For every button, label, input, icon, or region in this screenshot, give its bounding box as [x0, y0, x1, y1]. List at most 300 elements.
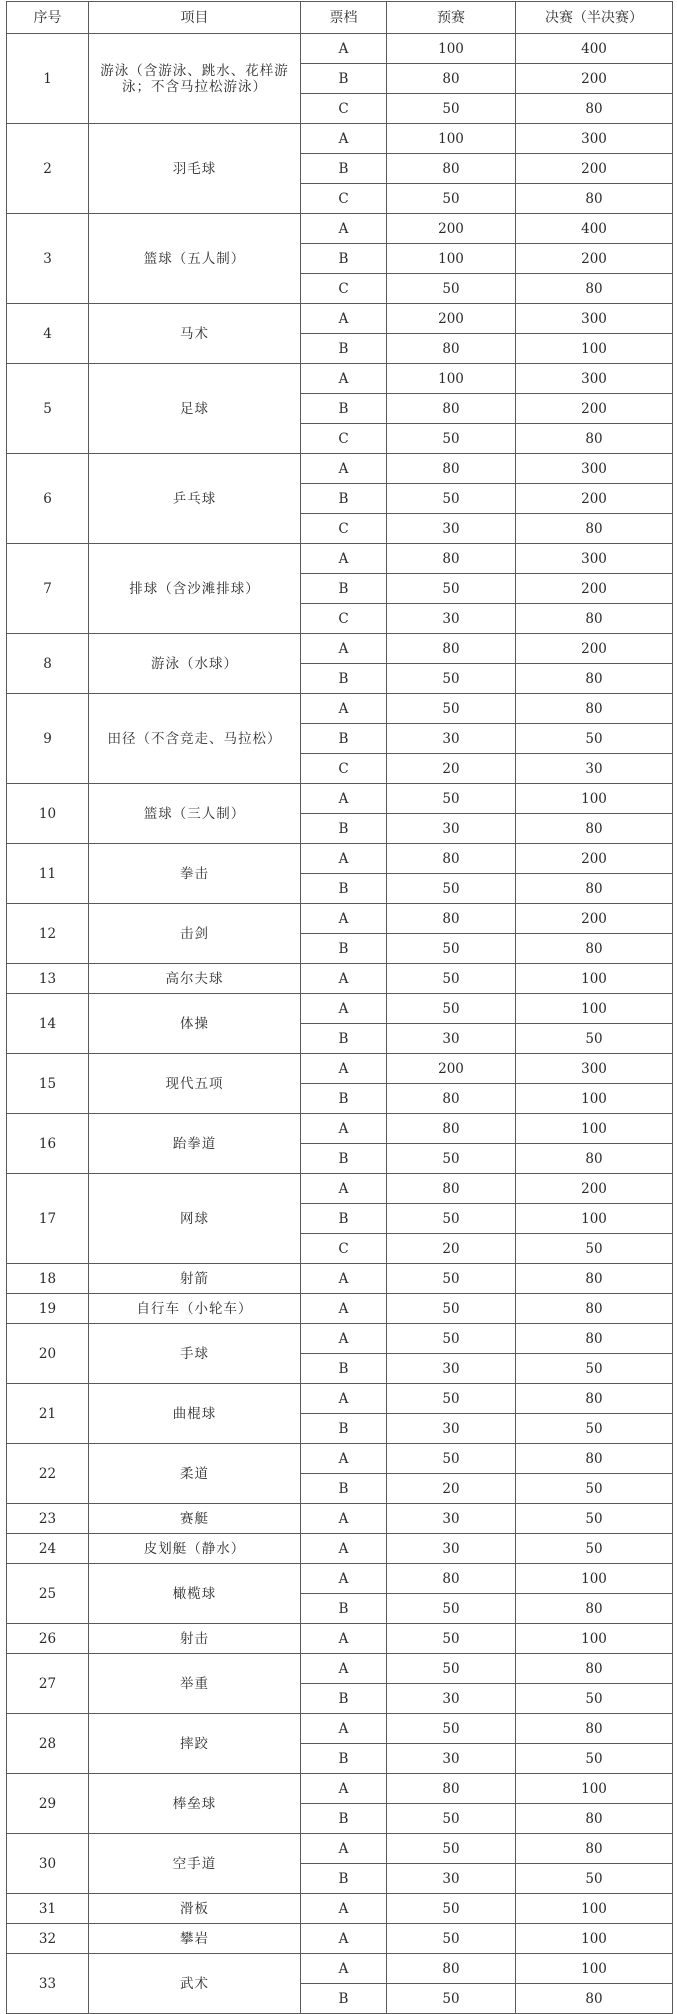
ticket-grade: A [301, 694, 387, 724]
table-row [7, 964, 673, 994]
event-name: 射箭 [89, 1264, 301, 1294]
ticket-grade: A [301, 1294, 387, 1324]
final-price: 80 [516, 1984, 673, 2014]
header-final: 决赛（半决赛） [516, 2, 673, 34]
ticket-grade: B [301, 1684, 387, 1714]
event-name: 自行车（小轮车） [89, 1294, 301, 1324]
table-body [7, 34, 673, 2014]
final-price: 80 [516, 664, 673, 694]
ticket-grade: A [301, 1384, 387, 1414]
table-row [7, 1054, 673, 1084]
final-price: 100 [516, 1084, 673, 1114]
ticket-grade: A [301, 34, 387, 64]
row-index: 11 [7, 844, 89, 904]
prelim-price: 20 [387, 1474, 516, 1504]
ticket-price-table [6, 1, 673, 2014]
row-index: 23 [7, 1504, 89, 1534]
prelim-price: 50 [387, 1264, 516, 1294]
prelim-price: 80 [387, 1564, 516, 1594]
ticket-grade: C [301, 514, 387, 544]
table-row [7, 1444, 673, 1474]
table-row [7, 1174, 673, 1204]
prelim-price: 50 [387, 1324, 516, 1354]
ticket-grade: A [301, 904, 387, 934]
row-index: 7 [7, 544, 89, 634]
row-index: 30 [7, 1834, 89, 1894]
final-price: 100 [516, 1894, 673, 1924]
final-price: 80 [516, 1804, 673, 1834]
event-name: 拳击 [89, 844, 301, 904]
ticket-grade: A [301, 1834, 387, 1864]
ticket-grade: A [301, 1654, 387, 1684]
ticket-grade: A [301, 304, 387, 334]
final-price: 80 [516, 1594, 673, 1624]
ticket-grade: B [301, 814, 387, 844]
prelim-price: 100 [387, 364, 516, 394]
ticket-grade: B [301, 1354, 387, 1384]
event-name: 皮划艇（静水） [89, 1534, 301, 1564]
final-price: 80 [516, 1444, 673, 1474]
table-row [7, 1954, 673, 1984]
row-index: 21 [7, 1384, 89, 1444]
final-price: 300 [516, 364, 673, 394]
prelim-price: 30 [387, 604, 516, 634]
ticket-grade: C [301, 274, 387, 304]
prelim-price: 100 [387, 244, 516, 274]
final-price: 80 [516, 1264, 673, 1294]
prelim-price: 80 [387, 544, 516, 574]
event-name: 网球 [89, 1174, 301, 1264]
prelim-price: 50 [387, 274, 516, 304]
event-name: 赛艇 [89, 1504, 301, 1534]
row-index: 17 [7, 1174, 89, 1264]
event-name: 柔道 [89, 1444, 301, 1504]
event-name: 羽毛球 [89, 124, 301, 214]
ticket-grade: A [301, 1924, 387, 1954]
ticket-grade: A [301, 1894, 387, 1924]
final-price: 50 [516, 1474, 673, 1504]
final-price: 100 [516, 994, 673, 1024]
table-row [7, 694, 673, 724]
ticket-grade: B [301, 1204, 387, 1234]
event-name: 篮球（三人制） [89, 784, 301, 844]
ticket-grade: A [301, 1564, 387, 1594]
prelim-price: 20 [387, 754, 516, 784]
event-name: 现代五项 [89, 1054, 301, 1114]
event-name: 乒乓球 [89, 454, 301, 544]
final-price: 200 [516, 844, 673, 874]
ticket-grade: A [301, 544, 387, 574]
prelim-price: 30 [387, 1744, 516, 1774]
prelim-price: 30 [387, 1864, 516, 1894]
final-price: 80 [516, 424, 673, 454]
event-name: 攀岩 [89, 1924, 301, 1954]
prelim-price: 30 [387, 1504, 516, 1534]
prelim-price: 30 [387, 1534, 516, 1564]
ticket-grade: B [301, 1474, 387, 1504]
header-row [7, 2, 673, 34]
final-price: 50 [516, 1024, 673, 1054]
table-row [7, 844, 673, 874]
prelim-price: 50 [387, 1204, 516, 1234]
final-price: 80 [516, 1654, 673, 1684]
prelim-price: 80 [387, 844, 516, 874]
final-price: 400 [516, 214, 673, 244]
final-price: 50 [516, 1864, 673, 1894]
ticket-grade: B [301, 1414, 387, 1444]
final-price: 200 [516, 574, 673, 604]
table-row [7, 1654, 673, 1684]
final-price: 200 [516, 64, 673, 94]
table-row [7, 1834, 673, 1864]
prelim-price: 50 [387, 874, 516, 904]
final-price: 50 [516, 1684, 673, 1714]
ticket-grade: A [301, 784, 387, 814]
event-name: 马术 [89, 304, 301, 364]
ticket-grade: B [301, 724, 387, 754]
row-index: 3 [7, 214, 89, 304]
final-price: 300 [516, 124, 673, 154]
prelim-price: 200 [387, 1054, 516, 1084]
ticket-grade: C [301, 184, 387, 214]
ticket-grade: C [301, 1234, 387, 1264]
event-name: 游泳（含游泳、跳水、花样游泳；不含马拉松游泳） [89, 34, 301, 124]
row-index: 10 [7, 784, 89, 844]
row-index: 9 [7, 694, 89, 784]
table-row [7, 1564, 673, 1594]
row-index: 19 [7, 1294, 89, 1324]
final-price: 80 [516, 1714, 673, 1744]
prelim-price: 50 [387, 694, 516, 724]
ticket-grade: A [301, 1444, 387, 1474]
final-price: 100 [516, 1954, 673, 1984]
final-price: 80 [516, 274, 673, 304]
prelim-price: 30 [387, 514, 516, 544]
final-price: 80 [516, 874, 673, 904]
event-name: 排球（含沙滩排球） [89, 544, 301, 634]
ticket-grade: A [301, 1114, 387, 1144]
event-name: 游泳（水球） [89, 634, 301, 694]
prelim-price: 50 [387, 784, 516, 814]
final-price: 80 [516, 1384, 673, 1414]
prelim-price: 50 [387, 964, 516, 994]
table-row [7, 364, 673, 394]
ticket-grade: A [301, 844, 387, 874]
event-name: 体操 [89, 994, 301, 1054]
ticket-grade: B [301, 484, 387, 514]
ticket-grade: C [301, 424, 387, 454]
table-row [7, 1294, 673, 1324]
ticket-grade: B [301, 244, 387, 274]
ticket-grade: A [301, 1774, 387, 1804]
table-row [7, 34, 673, 64]
prelim-price: 50 [387, 1924, 516, 1954]
table-row [7, 1264, 673, 1294]
event-name: 摔跤 [89, 1714, 301, 1774]
table-row [7, 1624, 673, 1654]
prelim-price: 50 [387, 664, 516, 694]
final-price: 100 [516, 1114, 673, 1144]
row-index: 13 [7, 964, 89, 994]
final-price: 100 [516, 964, 673, 994]
event-name: 跆拳道 [89, 1114, 301, 1174]
final-price: 50 [516, 1234, 673, 1264]
row-index: 14 [7, 994, 89, 1054]
ticket-grade: B [301, 334, 387, 364]
final-price: 100 [516, 1924, 673, 1954]
prelim-price: 80 [387, 334, 516, 364]
prelim-price: 50 [387, 1144, 516, 1174]
prelim-price: 80 [387, 394, 516, 424]
ticket-grade: A [301, 1954, 387, 1984]
ticket-grade: A [301, 214, 387, 244]
final-price: 300 [516, 304, 673, 334]
ticket-grade: A [301, 1624, 387, 1654]
table-row [7, 1894, 673, 1924]
final-price: 80 [516, 1834, 673, 1864]
final-price: 200 [516, 1174, 673, 1204]
table-row [7, 304, 673, 334]
ticket-grade: A [301, 364, 387, 394]
table-row [7, 1534, 673, 1564]
table-row [7, 634, 673, 664]
table-row [7, 1924, 673, 1954]
ticket-grade: A [301, 454, 387, 484]
row-index: 28 [7, 1714, 89, 1774]
event-name: 击剑 [89, 904, 301, 964]
prelim-price: 30 [387, 814, 516, 844]
prelim-price: 80 [387, 1954, 516, 1984]
prelim-price: 50 [387, 994, 516, 1024]
event-name: 射击 [89, 1624, 301, 1654]
ticket-grade: A [301, 1174, 387, 1204]
ticket-grade: A [301, 1504, 387, 1534]
header-grade: 票档 [301, 2, 387, 34]
ticket-grade: A [301, 634, 387, 664]
row-index: 29 [7, 1774, 89, 1834]
table-row [7, 454, 673, 484]
ticket-grade: A [301, 1714, 387, 1744]
ticket-grade: B [301, 874, 387, 904]
final-price: 100 [516, 1774, 673, 1804]
ticket-grade: A [301, 964, 387, 994]
ticket-grade: C [301, 754, 387, 784]
final-price: 100 [516, 1624, 673, 1654]
row-index: 31 [7, 1894, 89, 1924]
ticket-grade: B [301, 574, 387, 604]
prelim-price: 80 [387, 1174, 516, 1204]
header-index: 序号 [7, 2, 89, 34]
ticket-grade: C [301, 604, 387, 634]
row-index: 12 [7, 904, 89, 964]
prelim-price: 200 [387, 214, 516, 244]
final-price: 50 [516, 1534, 673, 1564]
row-index: 20 [7, 1324, 89, 1384]
prelim-price: 30 [387, 1354, 516, 1384]
final-price: 80 [516, 184, 673, 214]
table-row [7, 1504, 673, 1534]
prelim-price: 50 [387, 424, 516, 454]
row-index: 16 [7, 1114, 89, 1174]
event-name: 足球 [89, 364, 301, 454]
ticket-grade: A [301, 1534, 387, 1564]
event-name: 曲棍球 [89, 1384, 301, 1444]
final-price: 100 [516, 1204, 673, 1234]
event-name: 空手道 [89, 1834, 301, 1894]
prelim-price: 50 [387, 1294, 516, 1324]
event-name: 高尔夫球 [89, 964, 301, 994]
ticket-grade: B [301, 394, 387, 424]
table-row [7, 1324, 673, 1354]
prelim-price: 50 [387, 1834, 516, 1864]
row-index: 8 [7, 634, 89, 694]
row-index: 22 [7, 1444, 89, 1504]
prelim-price: 50 [387, 484, 516, 514]
final-price: 50 [516, 1414, 673, 1444]
final-price: 80 [516, 694, 673, 724]
final-price: 80 [516, 1294, 673, 1324]
ticket-grade: B [301, 1984, 387, 2014]
prelim-price: 80 [387, 154, 516, 184]
ticket-grade: A [301, 1324, 387, 1354]
prelim-price: 50 [387, 1624, 516, 1654]
event-name: 棒垒球 [89, 1774, 301, 1834]
final-price: 200 [516, 484, 673, 514]
final-price: 80 [516, 814, 673, 844]
event-name: 举重 [89, 1654, 301, 1714]
ticket-grade: B [301, 1804, 387, 1834]
row-index: 25 [7, 1564, 89, 1624]
row-index: 26 [7, 1624, 89, 1654]
event-name: 田径（不含竞走、马拉松） [89, 694, 301, 784]
event-name: 滑板 [89, 1894, 301, 1924]
row-index: 27 [7, 1654, 89, 1714]
final-price: 80 [516, 934, 673, 964]
table-row [7, 1114, 673, 1144]
row-index: 15 [7, 1054, 89, 1114]
final-price: 200 [516, 154, 673, 184]
table-row [7, 124, 673, 154]
table-row [7, 994, 673, 1024]
table-row [7, 1774, 673, 1804]
prelim-price: 100 [387, 34, 516, 64]
table-row [7, 544, 673, 574]
header-event: 项目 [89, 2, 301, 34]
prelim-price: 30 [387, 1024, 516, 1054]
prelim-price: 50 [387, 574, 516, 604]
prelim-price: 50 [387, 934, 516, 964]
prelim-price: 80 [387, 454, 516, 484]
ticket-grade: A [301, 124, 387, 154]
row-index: 6 [7, 454, 89, 544]
ticket-grade: B [301, 1594, 387, 1624]
event-name: 橄榄球 [89, 1564, 301, 1624]
prelim-price: 30 [387, 1414, 516, 1444]
row-index: 2 [7, 124, 89, 214]
final-price: 50 [516, 1354, 673, 1384]
ticket-grade: B [301, 1864, 387, 1894]
ticket-grade: B [301, 1144, 387, 1174]
final-price: 80 [516, 1144, 673, 1174]
table-row [7, 784, 673, 814]
final-price: 80 [516, 604, 673, 634]
final-price: 300 [516, 544, 673, 574]
final-price: 200 [516, 634, 673, 664]
row-index: 33 [7, 1954, 89, 2014]
ticket-grade: B [301, 1744, 387, 1774]
prelim-price: 80 [387, 1084, 516, 1114]
final-price: 100 [516, 1564, 673, 1594]
table-row [7, 1384, 673, 1414]
header-prelim: 预赛 [387, 2, 516, 34]
prelim-price: 80 [387, 904, 516, 934]
final-price: 30 [516, 754, 673, 784]
ticket-grade: A [301, 1054, 387, 1084]
row-index: 32 [7, 1924, 89, 1954]
table-row [7, 904, 673, 934]
event-name: 武术 [89, 1954, 301, 2014]
prelim-price: 50 [387, 1894, 516, 1924]
prelim-price: 50 [387, 94, 516, 124]
final-price: 50 [516, 724, 673, 754]
prelim-price: 200 [387, 304, 516, 334]
prelim-price: 80 [387, 634, 516, 664]
final-price: 100 [516, 784, 673, 814]
final-price: 200 [516, 904, 673, 934]
table-row [7, 214, 673, 244]
prelim-price: 50 [387, 1444, 516, 1474]
prelim-price: 30 [387, 724, 516, 754]
final-price: 80 [516, 94, 673, 124]
prelim-price: 100 [387, 124, 516, 154]
final-price: 80 [516, 514, 673, 544]
event-name: 手球 [89, 1324, 301, 1384]
row-index: 24 [7, 1534, 89, 1564]
ticket-grade: B [301, 934, 387, 964]
ticket-grade: B [301, 664, 387, 694]
row-index: 18 [7, 1264, 89, 1294]
prelim-price: 80 [387, 1774, 516, 1804]
final-price: 400 [516, 34, 673, 64]
row-index: 5 [7, 364, 89, 454]
prelim-price: 20 [387, 1234, 516, 1264]
prelim-price: 50 [387, 1714, 516, 1744]
final-price: 50 [516, 1744, 673, 1774]
prelim-price: 50 [387, 184, 516, 214]
final-price: 80 [516, 1324, 673, 1354]
final-price: 300 [516, 1054, 673, 1084]
prelim-price: 80 [387, 64, 516, 94]
final-price: 300 [516, 454, 673, 484]
ticket-grade: A [301, 1264, 387, 1294]
ticket-grade: B [301, 1084, 387, 1114]
prelim-price: 50 [387, 1594, 516, 1624]
final-price: 200 [516, 394, 673, 424]
table-row [7, 1714, 673, 1744]
ticket-grade: A [301, 994, 387, 1024]
prelim-price: 50 [387, 1984, 516, 2014]
event-name: 篮球（五人制） [89, 214, 301, 304]
row-index: 1 [7, 34, 89, 124]
prelim-price: 50 [387, 1804, 516, 1834]
ticket-grade: B [301, 1024, 387, 1054]
ticket-grade: B [301, 64, 387, 94]
final-price: 100 [516, 334, 673, 364]
prelim-price: 30 [387, 1684, 516, 1714]
row-index: 4 [7, 304, 89, 364]
prelim-price: 50 [387, 1654, 516, 1684]
ticket-grade: B [301, 154, 387, 184]
